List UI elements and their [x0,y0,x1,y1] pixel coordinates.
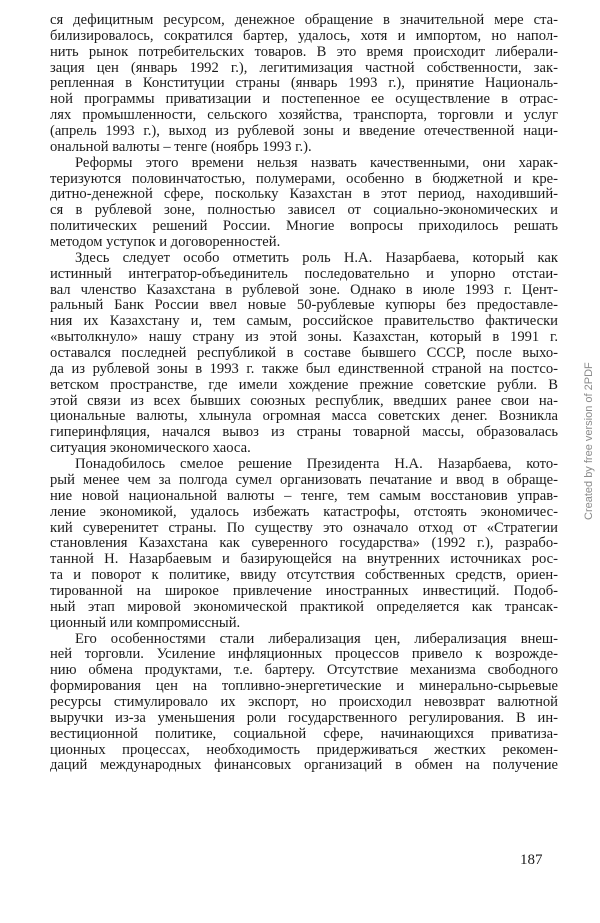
text-line: истинный интегратор-объединитель последовательно и упорно отстаи- [50,265,558,282]
text-line: даций международных финансовых организаций в обмен на получение [50,757,558,774]
text-line: нию обмена продуктами, т.е. бартеру. Отсутствие механизма свободного [50,662,558,679]
text-line: циональные валюты, хлынула огромная масса советских денег. Возникла [50,408,558,425]
text-line: Его особенностями стали либерализация цен, либерализация внеш- [75,630,558,647]
paragraph [50,13,558,156]
text-line: ней торговли. Усиление инфляционных процессов привело к возрожде- [50,646,558,663]
page-body-text [50,13,558,774]
text-line: методом уступок и договоренностей. [50,234,281,251]
text-line: ветском пространстве, где имели хождение прежние советские рубли. В [50,376,558,393]
text-line: ональной валюты – тенге (ноябрь 1993 г.). [50,138,312,155]
text-line: рый менее чем за полгода сумел организовать печатание и ввод в обраще- [50,471,558,488]
paragraph [50,156,558,251]
text-line: становления Казахстана как суверенного государства» (1992 г.), разрабо- [50,535,558,552]
text-line: зация цен (январь 1992 г.), легитимизация частной собственности, зак- [50,59,558,76]
page-number: 187 [520,852,543,868]
text-line: та и поворот к политике, ввиду отсутствия собственных средств, ориен- [50,567,558,584]
text-line: теризуются половинчатостью, полумерами, особенно в бюджетной и кре- [50,170,558,187]
paragraph [50,251,558,457]
text-line: выручки из-за уменьшения роли государственного регулирования. В ин- [50,709,558,726]
text-line: вал членство Казахстана в рублевой зоне. Однако в июле 1993 г. Цент- [50,281,558,298]
text-line: «вытолкнуло» нашу страну из этой зоны. Казахстан, который в 1991 г. [50,329,558,346]
text-line: ся дефицитным ресурсом, денежное обращение в значительной мере ста- [50,12,558,28]
text-line: ния их Казахстану и, тем самым, российское правительство фактически [50,313,558,330]
text-line: репленная в Конституции страны (январь 1993 г.), принятие Националь- [50,75,558,92]
text-line: тированной на широкое привлечение иностранных инвестиций. Подоб- [50,582,558,599]
text-line: формирования цен на топливно-энергетические и минерально-сырьевые [50,678,558,695]
text-line: этой связи из всех бывших союзных республик, введших ранее свои на- [50,392,558,409]
text-line: ной программы приватизации и постепенное ее осуществление в отрас- [50,91,558,108]
paragraph [50,632,558,775]
text-line: ся в рублевой зоне, полностью зависел от социально-экономических и [50,202,558,219]
text-line: ресурсы стимулировало их экспорт, но происходил невозврат валютной [50,693,558,710]
text-line: Понадобилось смелое решение Президента Н.А. Назарбаева, кото- [75,456,558,473]
text-line: нить рынок потребительских товаров. В это время происходит либерали- [50,43,558,60]
text-line: политических решений России. Многие вопросы приходилось решать [50,218,558,235]
text-line: Реформы этого времени нельзя назвать качественными, они харак- [75,154,558,171]
text-line: ционный или компромиссный. [50,614,241,631]
watermark-text: Created by free version of 2PDF [583,362,595,520]
text-line: ситуация экономического хаоса. [50,440,251,457]
text-line: оставался последней республикой в составе бывшего СССР, после выхо- [50,345,558,362]
paragraph [50,457,558,631]
text-line: (апрель 1993 г.), выход из рублевой зоны и введение отечественной наци- [50,123,558,140]
text-line: гиперинфляция, начался вывоз из страны товарной массы, образовалась [50,424,558,441]
text-line: да из рублевой зоны в 1993 г. также был единственной страной на постсо- [50,360,558,377]
text-line: вестиционной политике, социальной сфере, начинающихся приватиза- [50,725,558,742]
text-line: ционных процессах, необходимость придерживаться жестких рекомен- [50,741,558,758]
text-line: танной Н. Назарбаевым и базирующейся на внутренних источниках рос- [50,551,558,568]
text-line: кий суверенитет страны. По существу это означало отход от «Стратегии [50,519,558,536]
text-line: Здесь следует особо отметить роль Н.А. Назарбаева, который как [75,249,558,266]
text-line: ральный Банк России ввел новые 50-рублевые купюры без предоставле- [50,297,558,314]
text-line: ный этап мировой экономической практикой определяется как трансак- [50,598,558,615]
text-line: ние новой национальной валюты – тенге, тем самым восстановив управ- [50,487,558,504]
text-line: ление экономикой, удалось избежать катастрофы, отстоять экономичес- [50,503,558,520]
text-line: лях промышленности, сельского хозяйства, транспорта, торговли и услуг [50,107,558,124]
text-line: дитно-денежной сфере, поскольку Казахстан в этот период, находивший- [50,186,558,203]
text-line: билизировалось, сократился бартер, удалось, хотя и импортом, но напол- [50,27,558,44]
